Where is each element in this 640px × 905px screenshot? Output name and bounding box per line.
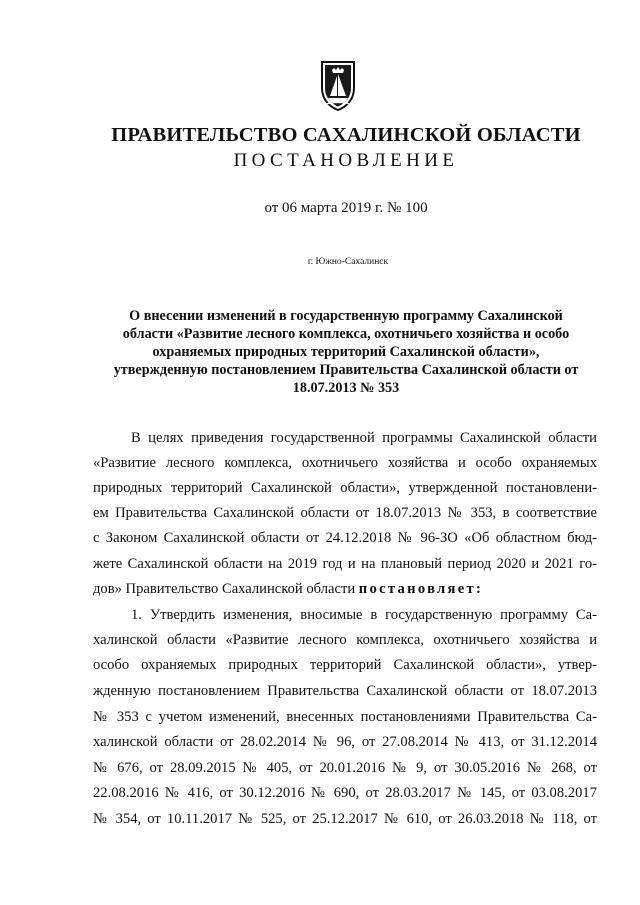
document-type: ПОСТАНОВЛЕНИЕ <box>233 150 459 171</box>
body-line-text: дов» Правительство Сахалинской области <box>93 581 359 597</box>
body-line: 22.08.2016 № 416, от 30.12.2016 № 690, от 28.03.2017 № 145, от 03.08.2017 <box>93 785 597 801</box>
body-line: с Законом Сахалинской области от 24.12.2018 № 96-ЗО «Об областном бюд- <box>93 530 597 546</box>
subject-line: 18.07.2013 № 353 <box>292 380 400 396</box>
body-line: природных территорий Сахалинской области», утвержденной постановлени- <box>93 480 597 496</box>
organization-title: ПРАВИТЕЛЬСТВО САХАЛИНСКОЙ ОБЛАСТИ <box>111 124 581 146</box>
document-subject <box>100 307 592 397</box>
body-line: жденную постановлением Правительства Сахалинской области от 18.07.2013 <box>93 683 597 699</box>
body-line: 1. Утвердить изменения, вносимые в государственную программу Са- <box>131 607 597 623</box>
subject-line: области «Развитие лесного комплекса, охотничьего хозяйства и особо <box>122 326 570 342</box>
body-line: № 354, от 10.11.2017 № 525, от 25.12.2017 № 610, от 26.03.2018 № 118, от <box>93 811 597 827</box>
decree-word: постановляет: <box>358 581 484 597</box>
subject-line: охраняемых природных территорий Сахалинской области», <box>152 344 540 360</box>
document-place: г. Южно-Сахалинск <box>307 257 389 267</box>
body-line: В целях приведения государственной программы Сахалинской области <box>131 430 597 446</box>
body-line: халинской области «Развитие лесного комплекса, охотничьего хозяйства и <box>93 632 597 648</box>
body-line: № 353 с учетом изменений, внесенных постановлениями Правительства Са- <box>93 709 597 725</box>
subject-line: утвержденную постановлением Правительства Сахалинской области от <box>113 362 579 378</box>
document-date-number: от 06 марта 2019 г. № 100 <box>264 200 428 216</box>
body-line-decree <box>93 579 597 599</box>
body-line: халинской области от 28.02.2014 № 96, от 27.08.2014 № 413, от 31.12.2014 <box>93 734 597 750</box>
body-line: № 676, от 28.09.2015 № 405, от 20.01.2016 № 9, от 30.05.2016 № 268, от <box>93 760 597 776</box>
body-line: ем Правительства Сахалинской области от 18.07.2013 № 353, в соответствие <box>93 505 597 521</box>
coat-of-arms-icon <box>318 58 358 112</box>
body-line: особо охраняемых природных территорий Сахалинской области», утвер- <box>93 657 597 673</box>
subject-line: О внесении изменений в государственную программу Сахалинской <box>129 308 563 324</box>
body-line: жете Сахалинской области на 2019 год и на плановый период 2020 и 2021 го- <box>93 556 597 572</box>
body-line: «Развитие лесного комплекса, охотничьего хозяйства и особо охраняемых <box>93 455 597 471</box>
